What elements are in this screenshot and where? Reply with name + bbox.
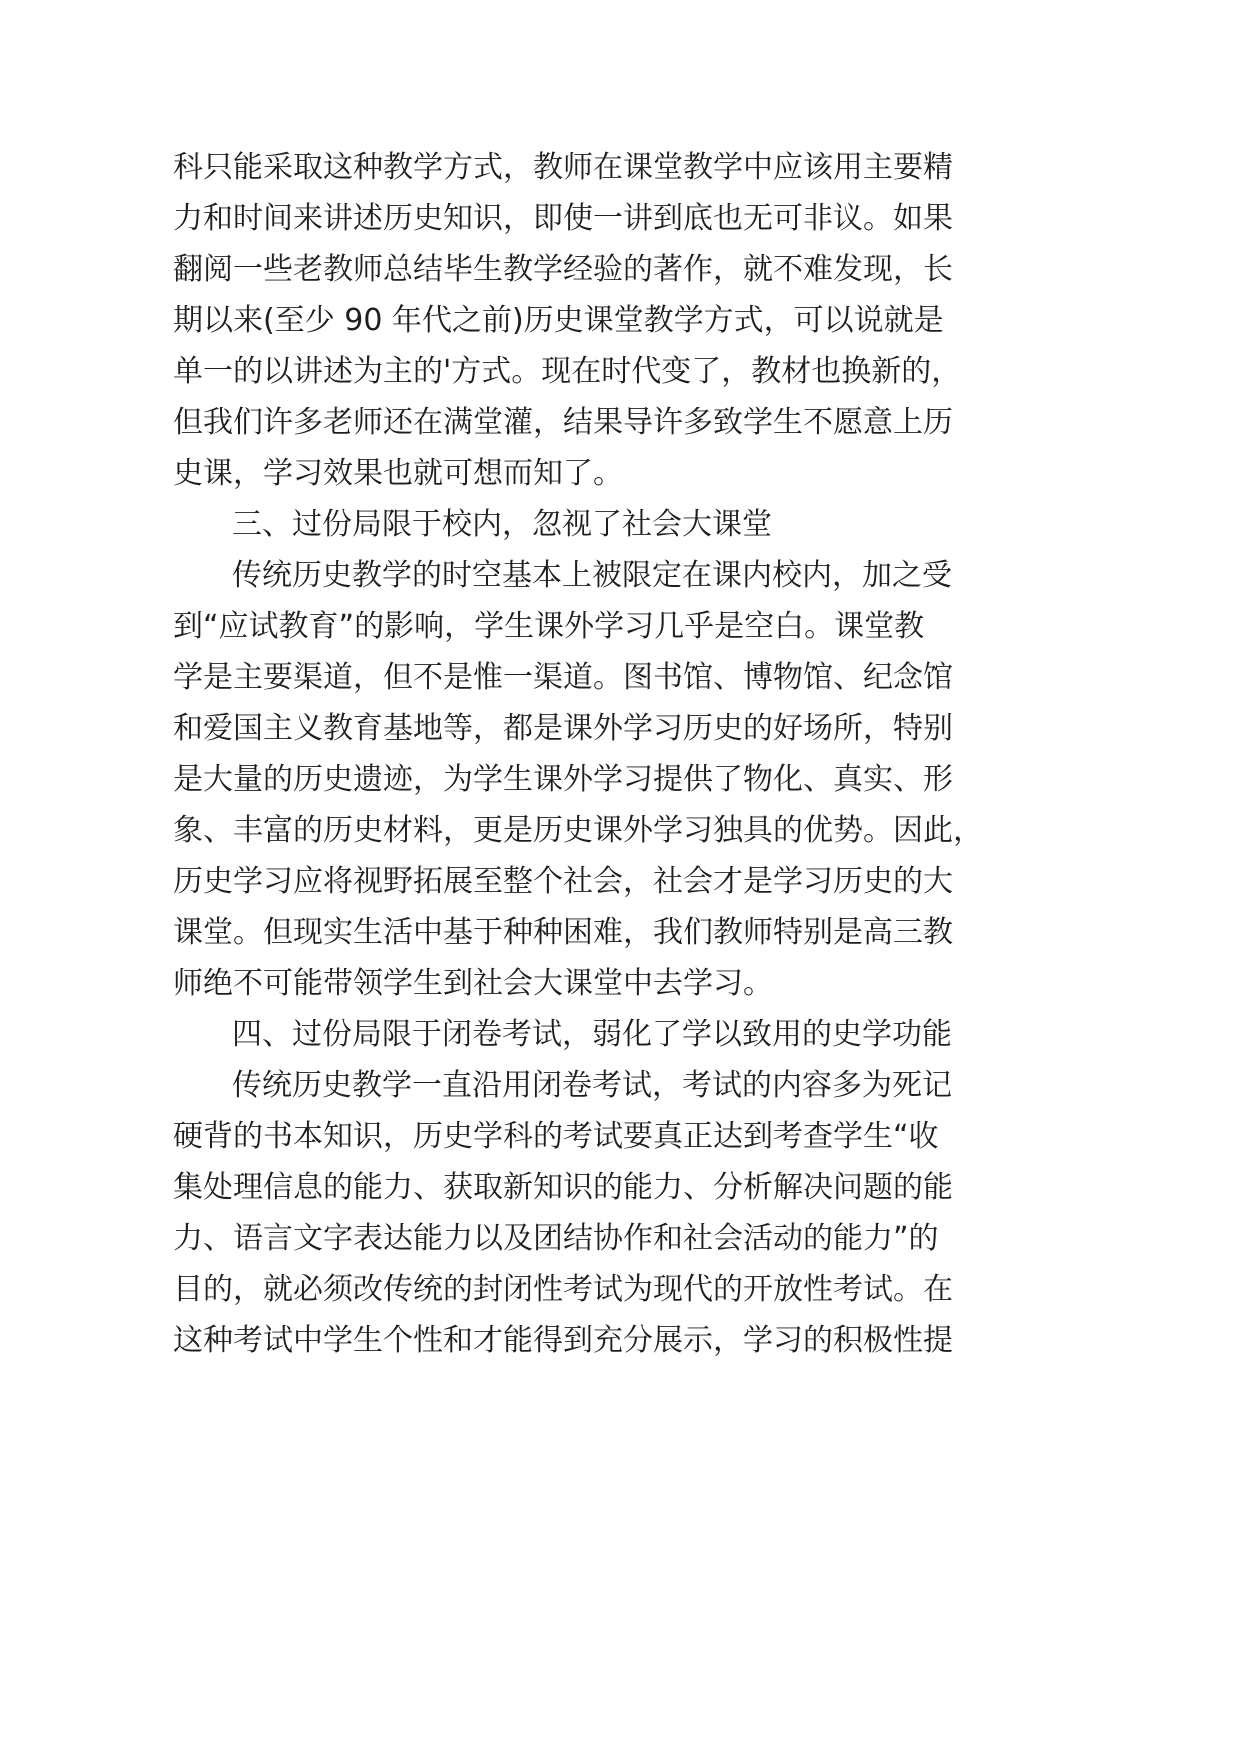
text-line-content: 传统历史教学一直沿用闭卷考试，考试的内容多为死记 bbox=[232, 1068, 952, 1103]
text-line-content: 硬背的书本知识，历史学科的考试要真正达到考查学生“收 bbox=[173, 1119, 939, 1154]
section-heading-text: 三、过份局限于校内，忽视了社会大课堂 bbox=[232, 507, 772, 542]
text-line-content: 期以来(至少 90 年代之前)历史课堂教学方式，可以说就是 bbox=[173, 303, 944, 338]
section-heading-text: 四、过份局限于闭卷考试，弱化了学以致用的史学功能 bbox=[232, 1017, 952, 1052]
text-line-content: 是大量的历史遗迹，为学生课外学习提供了物化、真实、形 bbox=[173, 762, 953, 797]
text-line-content: 集处理信息的能力、获取新知识的能力、分析解决问题的能 bbox=[173, 1170, 953, 1205]
text-line bbox=[0, 1311, 1241, 1371]
text-line-content: 象、丰富的历史材料，更是历史课外学习独具的优势。因此， bbox=[173, 813, 983, 848]
text-line-content: 这种考试中学生个性和才能得到充分展示，学习的积极性提 bbox=[173, 1323, 953, 1358]
text-line-content: 史课，学习效果也就可想而知了。 bbox=[173, 456, 623, 491]
text-line-content: 课堂。但现实生活中基于种种困难，我们教师特别是高三教 bbox=[173, 915, 953, 950]
text-line-content: 师绝不可能带领学生到社会大课堂中去学习。 bbox=[173, 966, 773, 1001]
text-line-content: 翻阅一些老教师总结毕生教学经验的著作，就不难发现，长 bbox=[173, 252, 953, 287]
text-line-content: 和爱国主义教育基地等，都是课外学习历史的好场所，特别 bbox=[173, 711, 953, 746]
text-line-content: 但我们许多老师还在满堂灌，结果导许多致学生不愿意上历 bbox=[173, 405, 953, 440]
text-line-content: 目的，就必须改传统的封闭性考试为现代的开放性考试。在 bbox=[173, 1272, 953, 1307]
text-line-content: 到“应试教育”的影响，学生课外学习几乎是空白。课堂教 bbox=[173, 609, 925, 644]
text-line-content: 历史学习应将视野拓展至整个社会，社会才是学习历史的大 bbox=[173, 864, 953, 899]
text-line-content: 学是主要渠道，但不是惟一渠道。图书馆、博物馆、纪念馆 bbox=[173, 660, 953, 695]
text-line-content: 力和时间来讲述历史知识，即使一讲到底也无可非议。如果 bbox=[173, 201, 953, 236]
text-line-content: 科只能采取这种教学方式，教师在课堂教学中应该用主要精 bbox=[173, 150, 953, 185]
text-line-content: 传统历史教学的时空基本上被限定在课内校内，加之受 bbox=[232, 558, 952, 593]
text-line-content: 单一的以讲述为主的'方式。现在时代变了，教材也换新的， bbox=[173, 354, 962, 389]
text-line-content: 力、语言文字表达能力以及团结协作和社会活动的能力”的 bbox=[173, 1221, 939, 1256]
